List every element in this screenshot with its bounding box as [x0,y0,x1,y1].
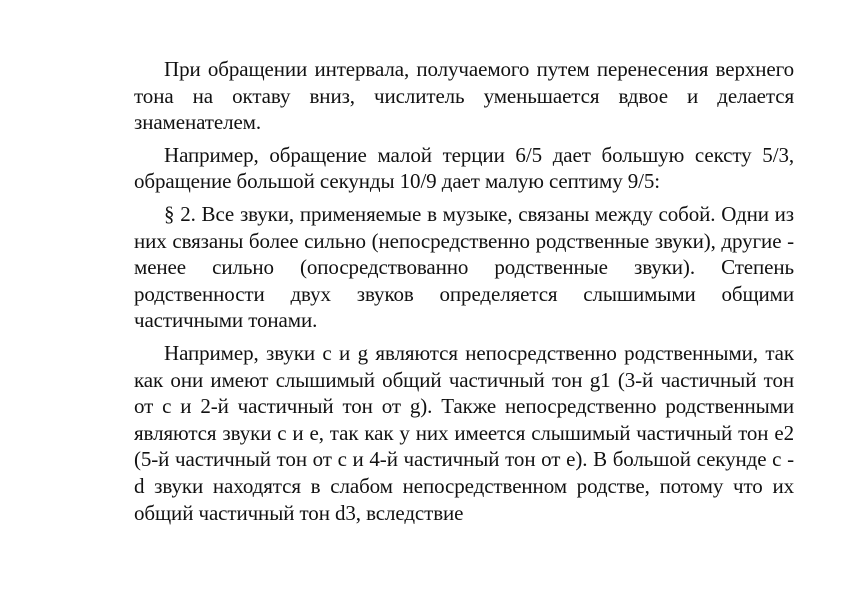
paragraph-inversion-example: Например, обращение малой терции 6/5 дает большую сексту 5/3, обращение большой секунды 10/9 дает малую септиму 9/5: [134,142,794,194]
document-page [134,56,794,526]
paragraph-inversion-rule: При обращении интервала, получаемого путем перенесения верхнего тона на октаву вниз, числитель уменьшается вдвое и делается знаменателем. [134,57,794,135]
paragraph-section-2: § 2. Все звуки, применяемые в музыке, связаны между собой. Одни из них связаны более сильно (непосредственно родственные звуки), другие - менее сильно (опосредствованно родственные звуки). Степень родственности двух звуков определяется слышимыми общими частичными тонами. [134,201,794,333]
paragraph-relationship-example: Например, звуки c и g являются непосредственно родственными, так как они имеют слышимый общий частичный тон g1 (3-й частичный тон от c и 2-й частичный тон от g). Также непосредственно родственными являются звуки c и e, так как у них имеется слышимый частичный тон e2 (5-й частичный тон от c и 4-й частичный тон от e). В большой секунде c - d звуки находятся в слабом непосредственном родстве, потому что их общий частичный тон d3, вследствие [134,340,794,525]
